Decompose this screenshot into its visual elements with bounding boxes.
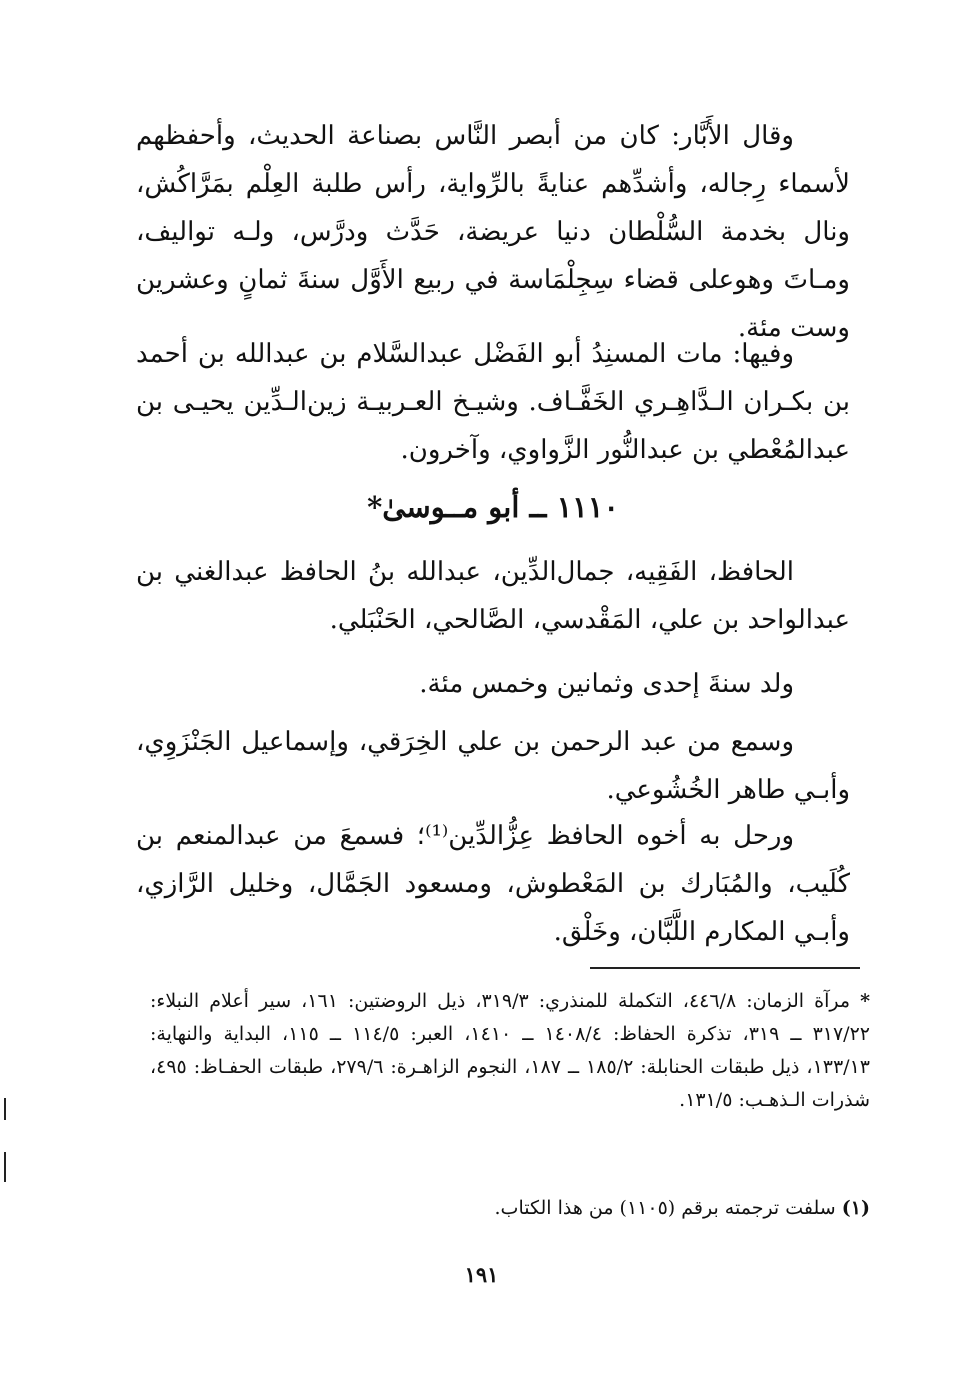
- paragraph-biography-name: [136, 548, 850, 644]
- paragraph-al-abbar-quote: [136, 112, 850, 352]
- footnote-star-marker: *: [860, 990, 870, 1012]
- footnote-1-text: سلفت ترجمته برقم (١١٠٥) من هذا الكتاب.: [494, 1197, 836, 1219]
- paragraph-text: وقال الأَبَّار: كان من أبصر النَّاس بصناعة الحديث، وأحفظهم لأسماء رِجاله، وأشدِّهم عنايةً بالرِّواية، رأس طلبة العِلْم بمَرَّاكُش، ونال بخدمة السُّلْطان دنيا عريضة، حَدَّث ودرَّس، ولـه تواليف، ومـاتَ وهوعلى قضاء سِجِلْمَاسة في ربيع الأَوَّل سنةَ ثمانٍ وعشرين وست مئة.: [136, 121, 850, 343]
- page-number: ١٩١: [464, 1262, 499, 1287]
- paragraph-travels: [136, 812, 850, 956]
- biography-heading: ١١١٠ ــ أبو مــوسىٰ*: [367, 490, 619, 524]
- footnote-sources: [150, 985, 870, 1117]
- paragraph-text: ورحل به أخوه الحافظ عِزُّالدِّين⁽¹⁾؛ فسمعَ من عبدالمنعم بن كُلَيب، والمُبَارك بن المَعْطوش، ومسعود الجَمَّال، وخليل الرَّازي، وأبـي المكارم اللَّبَّان، وخَلْق.: [136, 821, 850, 947]
- paragraph-text: الحافظ، الفَقِيه، جمال‌الدِّين، عبدالله بنُ الحافظ عبدالغني بن عبدالواحد بن علي، المَقْدسي، الصَّالحي، الحَنْبَلي.: [136, 557, 850, 635]
- footnote-1-marker: (١): [841, 1197, 870, 1219]
- paragraph-text: وسمع من عبد الرحمن بن علي الخِرَقي، وإسماعيل الجَنْزَوِي، وأبـي طاهر الخُشُوعي.: [136, 727, 850, 805]
- scan-margin-mark: [4, 1098, 6, 1120]
- paragraph-birth: [136, 660, 850, 708]
- paragraph-teachers: [136, 718, 850, 814]
- scan-margin-mark: [4, 1152, 6, 1182]
- footnote-divider: [590, 967, 860, 969]
- paragraph-text: ولد سنةَ إحدى وثمانين وخمس مئة.: [419, 669, 794, 699]
- footnote-1: [150, 1192, 870, 1225]
- paragraph-text: وفيها: مات المسنِدُ أبو الفَضْل عبدالسَّلام بن عبدالله بن أحمد بن بكـران الـدَّاهِـري الخَفَّـاف. وشيـخ العـربيـة زين‌الـدِّين يحيـى بن عبدالمُعْطي بن عبدالنُّور الزَّواوي، وآخرون.: [136, 339, 850, 465]
- paragraph-deaths-that-year: [136, 330, 850, 474]
- footnote-star-text: مرآة الزمان: ٤٤٦/٨، التكملة للمنذري: ٣١٩/٣، ذيل الروضتين: ١٦١، سير أعلام النبلاء: ٣١٧/٢٢ ــ ٣١٩، تذكرة الحفاظ: ١٤٠٨/٤ ــ ١٤١٠، العبر: ١١٤/٥ ــ ١١٥، البداية والنهاية: ١٣٣/١٣، ذيل طبقات الحنابلة: ١٨٥/٢ ــ ١٨٧، النجوم الزاهـرة: ٢٧٩/٦، طبقات الحفـاظ: ٤٩٥، شذرات الـذهـب: ١٣١/٥.: [150, 990, 870, 1111]
